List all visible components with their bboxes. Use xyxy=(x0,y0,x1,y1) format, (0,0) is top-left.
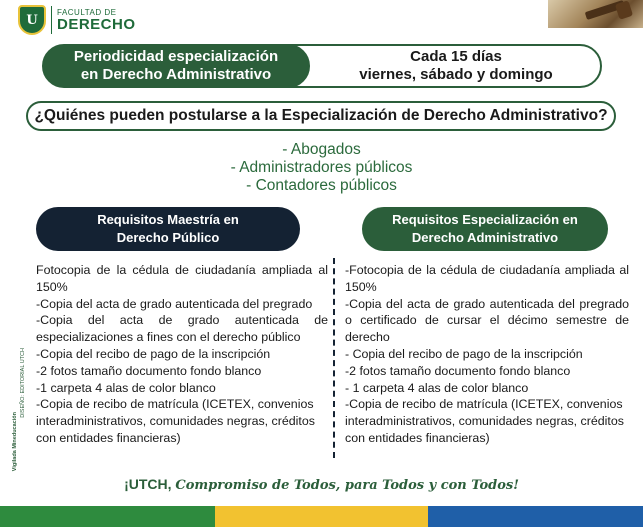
masters-requirements-list xyxy=(36,262,328,447)
requirement-item: - Copia del recibo de pago de la inscripción xyxy=(345,346,583,361)
slogan-brand: ¡UTCH, xyxy=(124,476,172,492)
footer-bar-green xyxy=(0,506,215,527)
footer-color-bars xyxy=(0,506,643,527)
candidate-list xyxy=(0,141,643,195)
specialization-requirements-title xyxy=(362,207,608,251)
column-divider xyxy=(333,258,335,458)
candidate-item: - Abogados xyxy=(282,141,361,158)
periodicity-value-line1: Cada 15 días xyxy=(410,48,502,65)
periodicity-label-line2: en Derecho Administrativo xyxy=(80,66,272,83)
logo-text xyxy=(57,9,136,32)
requirement-item: -Fotocopia de la cédula de ciudadanía ampliada al 150% xyxy=(345,263,629,294)
requirement-item: - 1 carpeta 4 alas de color blanco xyxy=(345,380,529,395)
footer-bar-yellow xyxy=(215,506,428,527)
requirement-item: -Copia de recibo de matrícula (ICETEX, convenios interadministrativos, comunidades negras, créditos con entidades financieras) xyxy=(345,397,624,445)
masters-title-line1: Requisitos Maestría en xyxy=(97,212,239,227)
requirement-item: -Copia del recibo de pago de la inscripción xyxy=(36,346,271,361)
footer-bar-blue xyxy=(428,506,643,527)
gavel-head-icon xyxy=(615,0,633,20)
university-shield-icon xyxy=(18,5,46,35)
vigilada-text: Vigilada Mineducación xyxy=(12,412,18,472)
slogan xyxy=(0,476,643,493)
requirement-item: -Copia del acta de grado autenticada del pregrado o certificado de cursar el décimo semestre de derecho xyxy=(345,296,629,345)
design-credit-text: DISEÑO: EDITORIAL UTCH xyxy=(20,348,26,418)
specialization-title-line2: Derecho Administrativo xyxy=(411,230,559,245)
periodicity-value-line2: viernes, sábado y domingo xyxy=(359,66,553,83)
requirement-item: -1 carpeta 4 alas de color blanco xyxy=(36,380,216,395)
logo-text-small: FACULTAD DE xyxy=(57,7,117,17)
candidate-item: - Administradores públicos xyxy=(230,159,413,176)
requirement-item: Fotocopia de la cédula de ciudadanía ampliada al 150% xyxy=(36,263,328,294)
masters-requirements-title xyxy=(36,207,300,251)
requirement-item: -Copia del acta de grado autenticada del pregrado xyxy=(36,296,313,311)
logo-divider xyxy=(51,6,52,34)
header xyxy=(0,0,643,40)
logo-mark: U xyxy=(26,12,38,28)
faculty-logo xyxy=(18,5,136,35)
candidate-item: - Contadores públicos xyxy=(246,177,397,194)
gavel-photo xyxy=(548,0,643,28)
masters-title-line2: Derecho Público xyxy=(116,230,220,245)
slogan-motto: Compromiso de Todos, para Todos y con Todos! xyxy=(175,478,519,493)
requirement-item: -Copia de recibo de matrícula (ICETEX, convenios interadministrativos, comunidades negras, créditos con entidades financieras) xyxy=(36,397,315,445)
eligibility-question: ¿Quiénes pueden postularse a la Especialización de Derecho Administrativo? xyxy=(26,101,616,131)
specialization-requirements-list xyxy=(345,262,629,447)
periodicity-label xyxy=(42,44,310,88)
requirement-item: -2 fotos tamaño documento fondo blanco xyxy=(36,363,262,378)
requirement-item: -2 fotos tamaño documento fondo blanco xyxy=(345,363,571,378)
periodicity-row xyxy=(42,44,602,88)
specialization-title-line1: Requisitos Especialización en xyxy=(392,212,578,227)
periodicity-label-line1: Periodicidad especialización xyxy=(73,48,279,65)
requirement-item: -Copia del acta de grado autenticada de especializaciones a fines con el derecho público xyxy=(36,313,328,345)
logo-text-big: DERECHO xyxy=(57,15,136,33)
